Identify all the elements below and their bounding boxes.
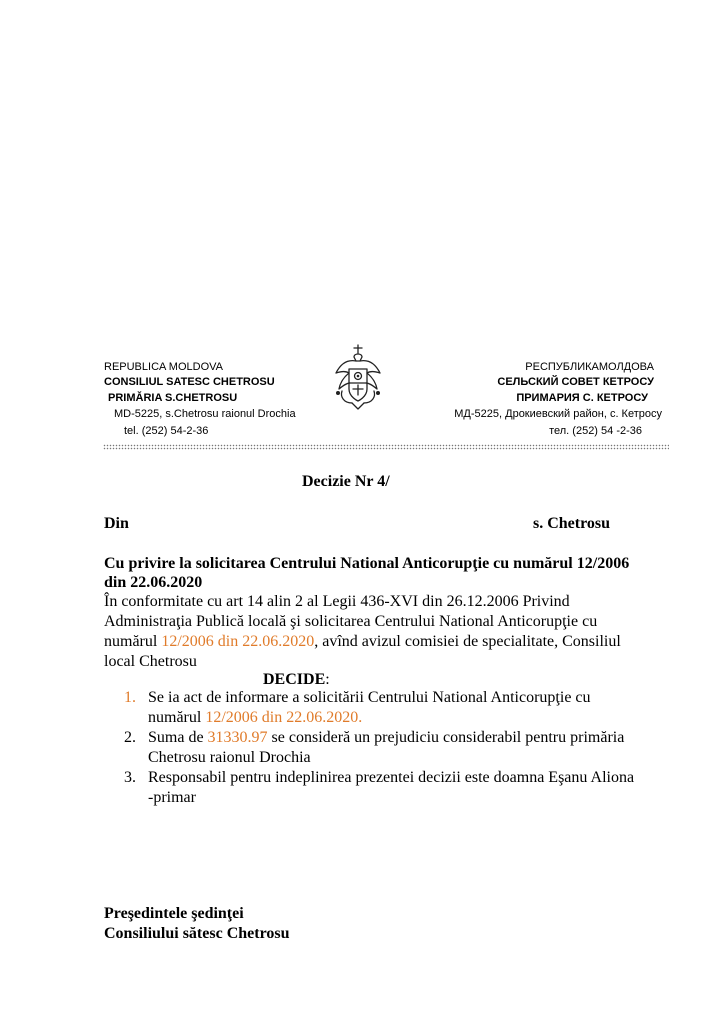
item-2-suffix: se consideră un prejudiciu considerabil pentru primăria [267,729,625,746]
preamble-line-4: local Chetrosu [104,653,197,670]
decide-colon: : [325,671,330,688]
decision-date-label: Din [104,515,129,532]
item-1-line-2 [148,708,664,728]
item-2-prefix: Suma de [148,729,208,746]
list-item [104,728,664,768]
moldova-coat-of-arms-icon [332,343,384,413]
header-right-phone: тел. (252) 54 -2-36 [549,425,642,437]
header-right-mayoralty: ПРИМАРИЯ С. КЕТРОСУ [516,392,648,404]
header-right-address: МД-5225, Дрокиевский район, с. Кетросу [454,408,662,420]
decision-title: Decizie Nr 4/ [302,473,390,490]
item-1-prefix: numărul [148,709,206,726]
preamble-line-3-suffix: , avînd avizul comisiei de specialitate, Consiliul [314,633,621,650]
item-1-reference: 12/2006 din 22.06.2020. [205,709,363,726]
preamble-line-3 [104,632,621,652]
item-number: 2. [124,729,136,746]
header-right-country: РЕСПУБЛИКАМОЛДОВА [525,361,654,373]
decide-heading [263,670,330,690]
item-3-line-2: -primar [148,789,196,806]
signature-council: Consiliului sătesc Chetrosu [104,925,290,942]
decision-place: s. Chetrosu [533,515,611,532]
header-left-council: CONSILIUL SATESC CHETROSU [104,376,275,388]
subject-line-2: din 22.06.2020 [104,574,203,591]
preamble-reference: 12/2006 din 22.06.2020 [161,633,315,650]
item-2-line-2: Chetrosu raionul Drochia [148,749,311,766]
header-left-country: REPUBLICA MOLDOVA [104,361,223,373]
decision-items-list [104,688,664,808]
list-item [104,688,664,728]
preamble-line-1: În conformitate cu art 14 alin 2 al Legii 436-XVI din 26.12.2006 Privind [104,593,570,610]
signature-title: Preşedintele şedinţei [104,905,244,922]
item-1-line-1: Se ia act de informare a solicitării Centrului National Anticorupţie cu [148,689,591,706]
header-right-council: СЕЛЬСКИЙ СОВЕТ КЕТРОСУ [497,376,654,388]
header-left-phone: tel. (252) 54-2-36 [124,425,209,437]
list-item [104,768,664,808]
item-number: 1. [124,689,136,706]
header-separator [103,444,669,450]
item-number: 3. [124,769,136,786]
header-left-mayoralty: PRIMĂRIA S.CHETROSU [108,392,238,404]
decide-word: DECIDE [263,671,326,688]
item-3-line-1: Responsabil pentru indeplinirea prezentei decizii este doamna Eşanu Aliona [148,769,635,786]
preamble-line-3-prefix: numărul [104,633,162,650]
preamble-line-2: Administraţia Publică locală şi solicitarea Centrului National Anticorupţie cu [104,613,598,630]
item-2-line-1 [148,728,664,748]
header-left-address: MD-5225, s.Chetrosu raionul Drochia [114,408,296,420]
item-2-amount: 31330.97 [207,729,268,746]
subject-line-1: Cu privire la solicitarea Centrului National Anticorupţie cu numărul 12/2006 [104,555,630,572]
